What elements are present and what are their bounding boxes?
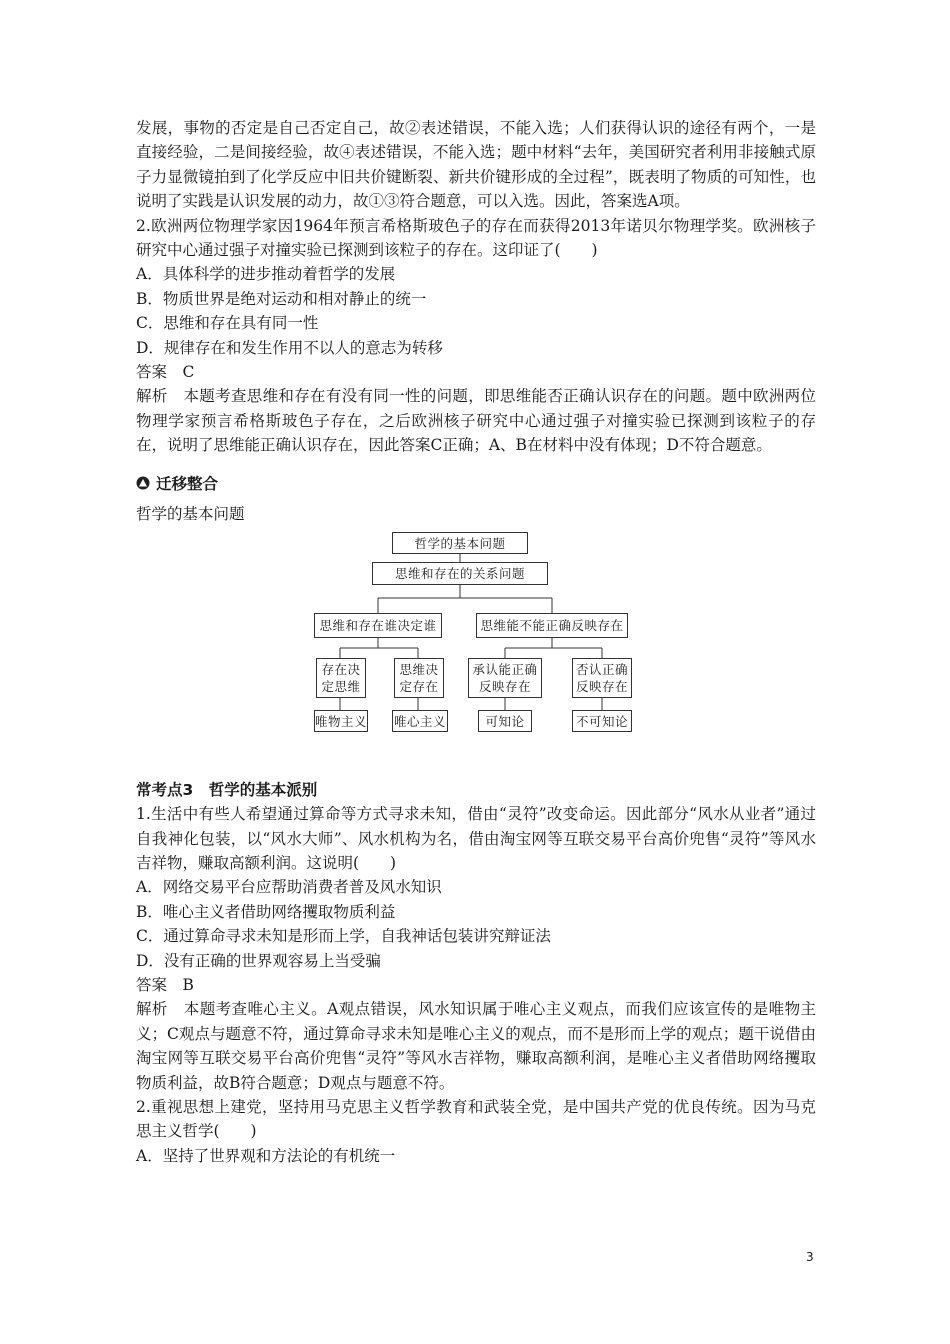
node-materialism: 唯物主义: [314, 710, 368, 732]
kp3-question-2-option-a: A．坚持了世界观和方法论的有机统一: [136, 1146, 396, 1165]
question-2-answer: 答案 C: [136, 363, 195, 382]
node-relationship: 思维和存在的关系问题: [372, 562, 548, 585]
kp3-question-1-option-b: B．唯心主义者借助网络攫取物质利益: [136, 902, 396, 921]
node-root: 哲学的基本问题: [392, 532, 528, 554]
node-acknowledge: 承认能正确 反映存在: [468, 658, 542, 698]
node-agnosticism-opposite: 可知论: [478, 710, 532, 732]
question-2-option-d: D．规律存在和发生作用不以人的意志为转移: [136, 338, 443, 357]
node-existence-determines: 存在决 定思维: [316, 658, 366, 698]
page-number: 3: [806, 1250, 814, 1264]
philosophy-basic-question-diagram: [136, 530, 816, 762]
kp3-question-1-option-c: C．通过算命寻求未知是形而上学，自我神话包装讲究辩证法: [136, 927, 551, 946]
kp3-question-1-option-a: A．网络交易平台应帮助消费者普及风水知识: [136, 878, 442, 897]
node-can-reflect: 思维能不能正确反映存在: [476, 613, 628, 638]
paragraph-analysis-continued: 发展，事物的否定是自己否定自己，故②表述错误，不能入选；人们获得认识的途径有两个，一是直接经验，二是间接经验，故④表述错误，不能入选；题中材料“去年，美国研究者利用非接触式原子力显微镜拍到了化学反应中旧共价键断裂、新共价键形成的全过程”，既表明了物质的可知性，也说明了实践是认识发展的动力，故①③符合题意，可以入选。因此，答案选A项。: [136, 119, 816, 211]
node-who-decides: 思维和存在谁决定谁: [314, 613, 442, 638]
question-2-option-c: C．思维和存在具有同一性: [136, 314, 319, 333]
node-idealism: 唯心主义: [392, 710, 448, 732]
page-content: [136, 116, 816, 1168]
question-2-analysis: 解析 本题考查思维和存在有没有同一性的问题，即思维能否正确认识存在的问题。题中欧洲两位物理学家预言希格斯玻色子存在，之后欧洲核子研究中心通过强子对撞实验已探测到该粒子的存在，说明了思维能正确认识存在，因此答案C正确；A、B在材料中没有体现；D不符合题意。: [136, 387, 816, 455]
node-agnosticism: 不可知论: [572, 710, 632, 732]
question-2-stem: 2.欧洲两位物理学家因1964年预言希格斯玻色子的存在而获得2013年诺贝尔物理学奖。欧洲核子研究中心通过强子对撞实验已探测到该粒子的存在。这印证了( ): [136, 216, 816, 260]
kp3-question-1-answer: 答案 B: [136, 975, 194, 994]
node-thinking-determines: 思维决 定存在: [394, 658, 444, 698]
question-2-option-b: B．物质世界是绝对运动和相对静止的统一: [136, 289, 427, 308]
section-heading: [136, 472, 816, 494]
section-title: 迁移整合: [156, 474, 219, 493]
kp3-question-2-stem: 2.重视思想上建党，坚持用马克思主义哲学教育和武装全党，是中国共产党的优良传统。因为马克思主义哲学( ): [136, 1097, 816, 1141]
key-point-3-title: 常考点3 哲学的基本派别: [136, 781, 318, 800]
node-deny: 否认正确 反映存在: [572, 658, 632, 698]
kp3-question-1-analysis: 解析 本题考查唯心主义。A观点错误，风水知识属于唯心主义观点，而我们应该宣传的是唯物主义；C观点与题意不符，通过算命寻求未知是唯心主义的观点，而不是形而上学的观点；题干说借由淘宝网等互联交易平台高价兜售“灵符”等风水吉祥物，赚取高额利润，是唯心主义者借助网络攫取物质利益，故B符合题意；D观点与题意不符。: [136, 1000, 816, 1092]
kp3-question-1-option-d: D．没有正确的世界观容易上当受骗: [136, 951, 381, 970]
question-2-option-a: A．具体科学的进步推动着哲学的发展: [136, 265, 396, 284]
kp3-question-1-stem: 1.生活中有些人希望通过算命等方式寻求未知，借由“灵符”改变命运。因此部分“风水从业者”通过自我神化包装，以“风水大师”、风水机构为名，借由淘宝网等互联交易平台高价兜售“灵符”等风水吉祥物，赚取高额利润。这说明( ): [136, 805, 816, 872]
triangle-badge-icon: [136, 476, 150, 490]
section-caption: 哲学的基本问题: [136, 504, 245, 523]
